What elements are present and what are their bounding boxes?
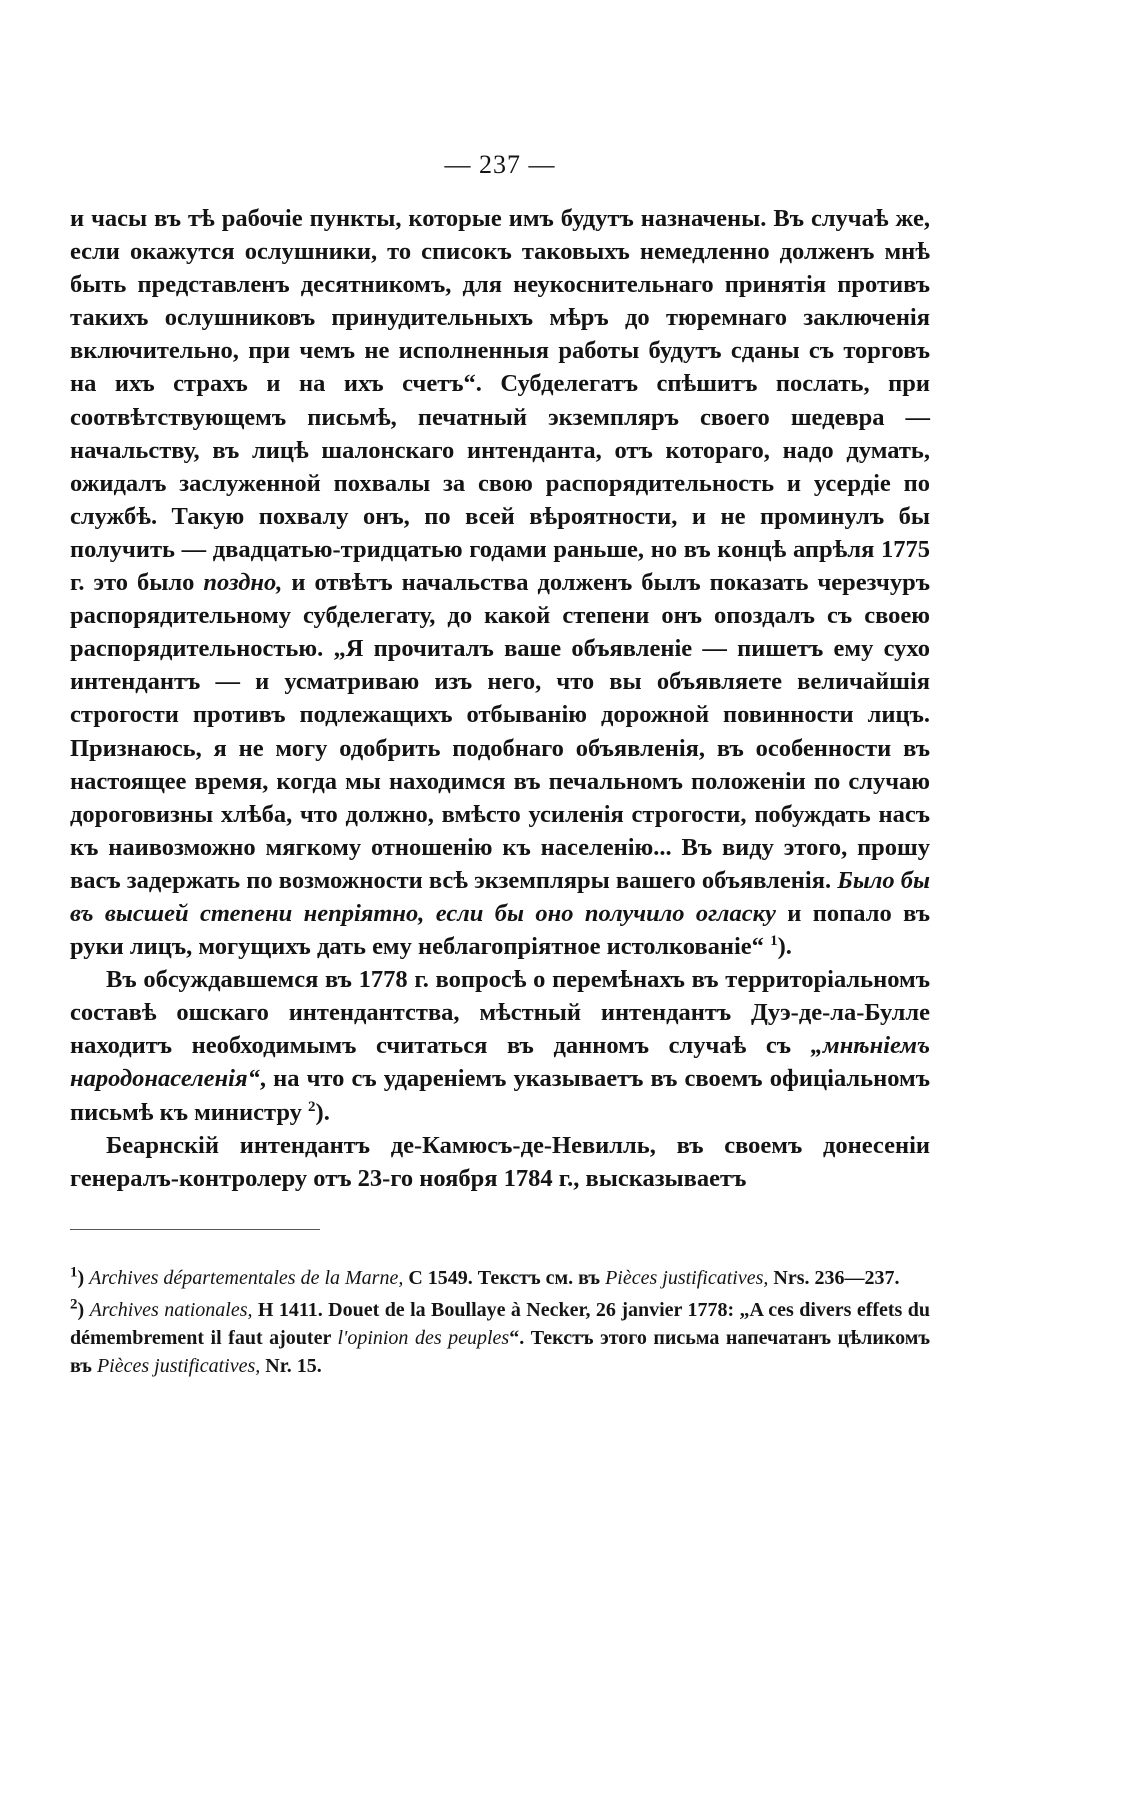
body-text <box>70 202 930 1195</box>
text-run: Въ обсуждавшемся въ 1778 г. вопросѣ о перемѣнахъ въ территоріальномъ составѣ ошскаго интендантства, мѣстный интендантъ Дуэ-де-ла-Булле находитъ необходимымъ считаться въ данномъ случаѣ съ <box>70 966 930 1060</box>
footnote-marker: 2 <box>308 1098 316 1115</box>
page <box>70 150 930 1384</box>
footnote-marker: 2 <box>70 1296 78 1313</box>
footnote-divider <box>70 1229 320 1230</box>
paragraph-1 <box>70 202 930 963</box>
footnote-marker: 1 <box>770 932 778 949</box>
italic-text: поздно, <box>203 569 283 597</box>
footnote-marker: 1 <box>70 1264 78 1281</box>
text-run: Беарнскій интендантъ де-Камюсъ-де-Невилль, въ своемъ донесеніи генералъ-контролеру отъ 23-го ноября 1784 г., высказываетъ <box>70 1131 930 1192</box>
text-run: и отвѣтъ начальства долженъ былъ показать черезчуръ распорядительному субделегату, до какой степени онъ опоздалъ съ своею распорядительностью. „Я прочиталъ ваше объявленіе — пишетъ ему сухо интендантъ — и усматриваю изъ него, что вы объявляете величайшія строгости противъ подлежащихъ отбыванію дорожной повинности лицъ. Признаюсь, я не могу одобрить подобнаго объявленія, въ особенности въ настоящее время, когда мы находимся въ печальномъ положеніи по случаю дороговизны хлѣба, что должно, вмѣсто усиленія строгости, побуждать насъ къ наивозможно мягкому отношенію къ населенію... Въ виду этого, прошу васъ задержать по возможности всѣ экземпляры вашего объявленія. <box>70 569 930 894</box>
text-run: Nr. 15. <box>260 1354 322 1377</box>
paragraph-3 <box>70 1129 930 1195</box>
italic-text: Pièces justificatives, <box>96 1354 261 1377</box>
text-run: C 1549. Текстъ см. въ <box>403 1266 606 1289</box>
italic-text: Было бы въ высшей степени непріятно, если бы оно получило огласку <box>70 866 930 927</box>
footnote-2 <box>70 1296 930 1380</box>
text-run: H 1411. Douet de la Boullaye à Necker, 26 janvier 1778: „A ces divers effets du démembrement il faut ajouter <box>70 1298 930 1349</box>
italic-text: „мнѣніемъ народонаселенія“ <box>70 1032 930 1093</box>
text-run: и попало въ руки лицъ, могущихъ дать ему неблагопріятное истолкованіе“ <box>70 899 930 961</box>
italic-text: Archives départementales de la Marne, <box>89 1266 404 1289</box>
text-run: ) <box>77 1298 90 1321</box>
text-run: “. Текстъ этого письма напечатанъ цѣликомъ въ <box>70 1326 930 1377</box>
text-run: ). <box>777 933 792 961</box>
italic-text: Archives nationales, <box>89 1298 253 1321</box>
page-number: — 237 — <box>444 150 556 179</box>
italic-text: l'opinion des peuples <box>337 1326 510 1349</box>
text-run: , на что съ удареніемъ указываетъ въ своемъ офиціальномъ письмѣ къ министру <box>70 1065 930 1126</box>
footnote-1 <box>70 1264 930 1292</box>
footnotes <box>70 1264 930 1380</box>
text-run: Nrs. 236—237. <box>768 1266 900 1289</box>
text-run: ) <box>77 1266 90 1289</box>
text-run: ). <box>315 1098 330 1126</box>
paragraph-2 <box>70 963 930 1128</box>
italic-text: Pièces justificatives, <box>605 1266 769 1289</box>
text-run: и часы въ тѣ рабочіе пункты, которые имъ будутъ назначены. Въ случаѣ же, если окажутся ослушники, то списокъ таковыхъ немедленно долженъ мнѣ быть представленъ десятникомъ, для неукоснительнаго принятія противъ такихъ ослушниковъ принудительныхъ мѣръ до тюремнаго заключенія включительно, при чемъ не исполненныя работы будутъ сданы съ торговъ на ихъ страхъ и на ихъ счетъ“. Субделегатъ спѣшитъ послать, при соотвѣтствующемъ письмѣ, печатный экземпляръ своего шедевра — начальству, въ лицѣ шалонскаго интенданта, отъ котораго, надо думать, ожидалъ заслуженной похвалы за свою распорядительность и усердіе по службѣ. Такую похвалу онъ, по всей вѣроятности, и не проминулъ бы получить — двадцатью-тридцатью годами раньше, но въ концѣ апрѣля 1775 г. это было <box>70 205 930 597</box>
